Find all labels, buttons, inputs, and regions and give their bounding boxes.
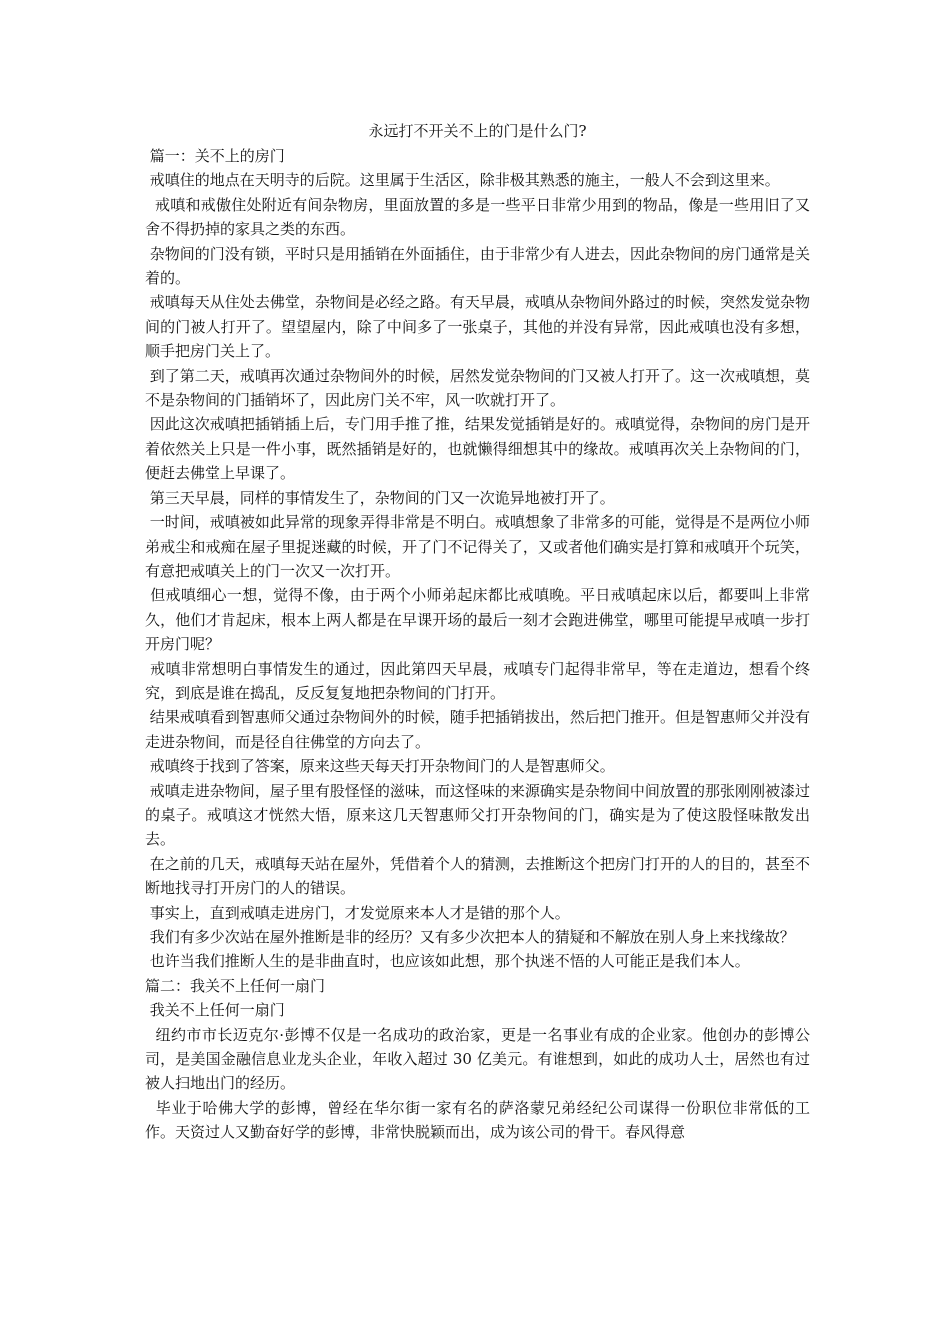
paragraph: 杂物间的门没有锁，平时只是用插销在外面插住，由于非常少有人进去，因此杂物间的房门通常是关着的。 bbox=[145, 244, 810, 288]
paragraph: 因此这次戒嗔把插销插上后，专门用手推了推，结果发觉插销是好的。戒嗔觉得，杂物间的房门是开着依然关上只是一件小事，既然插销是好的，也就懒得细想其中的缘故。戒嗔再次关上杂物间的门，便赶去佛堂上早课了。 bbox=[145, 415, 810, 483]
document-body bbox=[145, 144, 810, 1145]
paragraph: 戒嗔走进杂物间，屋子里有股怪怪的滋味，而这怪味的来源确实是杂物间中间放置的那张刚刚被漆过的桌子。戒嗔这才恍然大悟，原来这几天智惠师父打开杂物间的门，确实是为了使这股怪味散发出去。 bbox=[145, 781, 810, 849]
paragraph: 戒嗔住的地点在天明寺的后院。这里属于生活区，除非极其熟悉的施主，一般人不会到这里来。 bbox=[145, 171, 780, 190]
paragraph: 戒嗔终于找到了答案，原来这些天每天打开杂物间门的人是智惠师父。 bbox=[145, 757, 615, 776]
paragraph: 第三天早晨，同样的事情发生了，杂物间的门又一次诡异地被打开了。 bbox=[145, 488, 615, 507]
paragraph: 在之前的几天，戒嗔每天站在屋外，凭借着个人的猜测，去推断这个把房门打开的人的目的，甚至不断地找寻打开房门的人的错误。 bbox=[145, 854, 810, 898]
paragraph: 事实上，直到戒嗔走进房门，才发觉原来本人才是错的那个人。 bbox=[145, 903, 570, 922]
paragraph: 毕业于哈佛大学的彭博，曾经在华尔街一家有名的萨洛蒙兄弟经纪公司谋得一份职位非常低的工作。天资过人又勤奋好学的彭博，非常快脱颖而出，成为该公司的骨干。春风得意 bbox=[145, 1098, 810, 1142]
paragraph: 也许当我们推断人生的是非曲直时，也应该如此想，那个执迷不悟的人可能正是我们本人。 bbox=[145, 952, 750, 971]
section-heading: 篇一：关不上的房门 bbox=[145, 147, 285, 165]
document-page bbox=[145, 118, 810, 1145]
paragraph: 戒嗔非常想明白事情发生的通过，因此第四天早晨，戒嗔专门起得非常早，等在走道边，想看个终究，到底是谁在捣乱，反反复复地把杂物间的门打开。 bbox=[145, 659, 810, 702]
paragraph: 结果戒嗔看到智惠师父通过杂物间外的时候，随手把插销拔出，然后把门推开。但是智惠师父并没有走进杂物间，而是径自往佛堂的方向去了。 bbox=[145, 708, 810, 751]
paragraph: 我关不上任何一扇门 bbox=[145, 1001, 285, 1020]
paragraph: 我们有多少次站在屋外推断是非的经历？又有多少次把本人的猜疑和不解放在别人身上来找缘故？ bbox=[145, 928, 795, 946]
document-title: 永远打不开关不上的门是什么门? bbox=[368, 122, 587, 140]
section-heading: 篇二：我关不上任何一扇门 bbox=[145, 976, 326, 995]
paragraph: 到了第二天，戒嗔再次通过杂物间外的时候，居然发觉杂物间的门又被人打开了。这一次戒嗔想，莫不是杂物间的门插销坏了，因此房门关不牢，风一吹就打开了。 bbox=[145, 366, 810, 410]
paragraph: 但戒嗔细心一想，觉得不像，由于两个小师弟起床都比戒嗔晚。平日戒嗔起床以后，都要叫上非常久，他们才肯起床，根本上两人都是在早课开场的最后一刻才会跑进佛堂，哪里可能提早戒嗔一步打开房门呢？ bbox=[145, 586, 810, 654]
paragraph: 戒嗔每天从住处去佛堂，杂物间是必经之路。有天早晨，戒嗔从杂物间外路过的时候，突然发觉杂物间的门被人打开了。望望屋内，除了中间多了一张桌子，其他的并没有异常，因此戒嗔也没有多想，顺手把房门关上了。 bbox=[145, 293, 810, 361]
paragraph: 戒嗔和戒傲住处附近有间杂物房，里面放置的多是一些平日非常少用到的物品，像是一些用旧了又舍不得扔掉的家具之类的东西。 bbox=[145, 195, 810, 239]
paragraph: 一时间，戒嗔被如此异常的现象弄得非常是不明白。戒嗔想象了非常多的可能，觉得是不是两位小师弟戒尘和戒痴在屋子里捉迷藏的时候，开了门不记得关了，又或者他们确实是打算和戒嗔开个玩笑，有意把戒嗔关上的门一次又一次打开。 bbox=[145, 513, 810, 580]
paragraph: 纽约市市长迈克尔·彭博不仅是一名成功的政治家，更是一名事业有成的企业家。他创办的彭博公司，是美国金融信息业龙头企业，年收入超过 30 亿美元。有谁想到，如此的成功人士，居然也有过被人扫地出门的经历。 bbox=[145, 1025, 810, 1093]
